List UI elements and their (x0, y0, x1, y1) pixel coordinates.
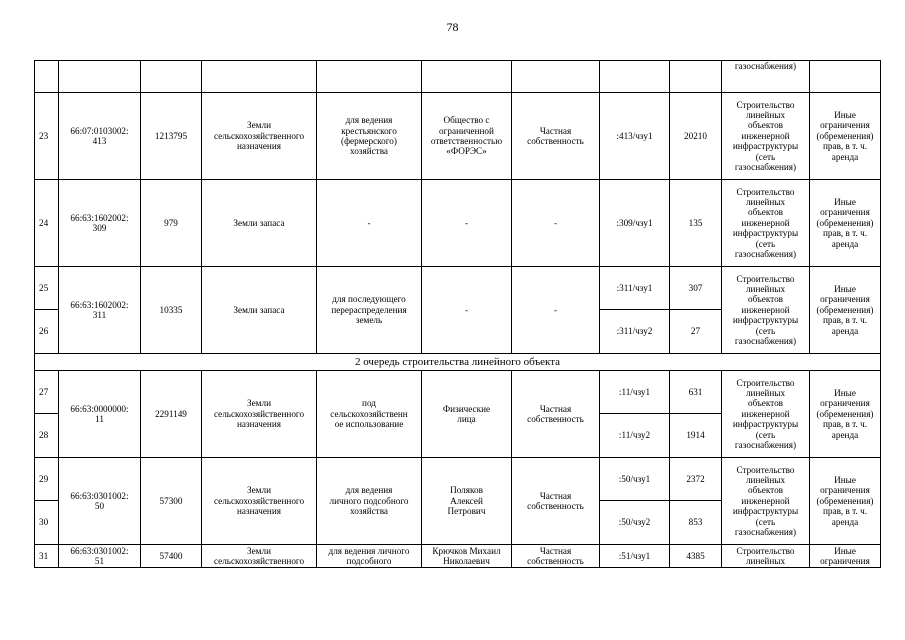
cell-line: аренда (831, 238, 859, 249)
part-area-cell: 27 (670, 310, 722, 354)
restriction-cell (810, 267, 881, 354)
cell-line: прав, в т. ч. (823, 419, 867, 430)
cell-line: ограничения (820, 485, 870, 496)
cell-line: газоснабжения) (734, 527, 797, 538)
cell-line: газоснабжения) (734, 336, 797, 347)
row-number: 28 (35, 414, 59, 458)
land-plots-table (34, 60, 881, 568)
right-type-cell (512, 267, 600, 354)
category-cell (202, 180, 317, 267)
section-title: 2 очередь строительства линейного объекта (35, 354, 881, 371)
section-row (35, 354, 881, 371)
cell-line: инфраструктуры (732, 419, 799, 430)
cell-line: Строительство (736, 545, 795, 556)
part-number-cell: :50/чзу2 (600, 501, 670, 545)
restriction-cell (810, 93, 881, 180)
part-number-cell: :50/чзу1 (600, 458, 670, 501)
cell-line: 66:63:0301002: (70, 490, 129, 501)
restriction-cell (810, 371, 881, 458)
cell-line: назначения (236, 506, 281, 517)
part-area-cell: 853 (670, 501, 722, 545)
cell-line: собственность (527, 501, 584, 511)
row-number: 26 (35, 310, 59, 354)
cell-line: для ведения (345, 115, 393, 126)
cell-line: (сеть (755, 325, 776, 336)
cell-line: - (464, 304, 469, 315)
cell-line: линейных (745, 556, 786, 566)
cell-line: газоснабжения) (734, 440, 797, 451)
cell-line: назначения (236, 141, 281, 152)
cell-line: газоснабжения) (734, 162, 797, 173)
cell-line: для ведения личного (328, 545, 410, 556)
part-number-cell: :51/чзу1 (600, 545, 670, 568)
cell-line: Строительство (736, 273, 795, 284)
cell-line: ограничения (820, 398, 870, 409)
permitted-use-cell (317, 371, 422, 458)
cell-line: Частная (539, 545, 572, 556)
category-cell (202, 371, 317, 458)
owner-cell (422, 458, 512, 545)
cell-line: «ФОРЭС» (446, 146, 487, 157)
cell-line: Частная (539, 490, 572, 501)
cell-line: линейных (745, 387, 786, 398)
cell-line: инженерной (741, 217, 790, 228)
purpose-cell (722, 371, 810, 458)
cell-line: Алексей (450, 495, 483, 506)
page-number: 78 (446, 20, 459, 34)
cell-line: линейных (745, 474, 786, 485)
cell-line: сельскохозяйственного (213, 495, 305, 506)
purpose-cell (722, 93, 810, 180)
cell-line: объектов (747, 294, 784, 305)
part-area-cell: 1914 (670, 414, 722, 458)
cell-line: Петрович (447, 506, 486, 517)
part-area-cell: 2372 (670, 458, 722, 501)
cell-line: объектов (747, 207, 784, 218)
cell-line: объектов (747, 485, 784, 496)
category-cell (202, 458, 317, 545)
cell-line: собственность (527, 414, 584, 424)
cell-line: 51 (94, 556, 105, 566)
cell-line: аренда (831, 516, 859, 527)
cell-line: сельскохозяйственного (213, 130, 305, 141)
cell-line: Земли (247, 120, 271, 131)
row-number: 29 (35, 458, 59, 501)
cell-line: 413 (92, 136, 107, 146)
row-number: 25 (35, 267, 59, 310)
cell-line: ограничения (820, 556, 870, 566)
area-cell: 1213795 (141, 93, 202, 180)
cell-line: инфраструктуры (732, 228, 799, 239)
cell-line: Николаевич (443, 556, 490, 566)
table-row (35, 180, 881, 267)
cell-line: Иные (834, 196, 856, 207)
cell-line: ограниченной (439, 125, 494, 136)
permitted-use-cell (317, 545, 422, 568)
category-cell (202, 93, 317, 180)
table-row (35, 458, 881, 501)
cell-line: Земли запаса (233, 304, 285, 315)
cell-line: (обременения) (816, 495, 874, 506)
cell-line: сельскохозяйственного (213, 556, 305, 566)
purpose-cell (722, 545, 810, 568)
area-cell: 2291149 (141, 371, 202, 458)
cadastral-number-cell (59, 545, 141, 568)
row-number: 23 (35, 93, 59, 180)
table-row (35, 267, 881, 310)
cell-line: для последующего (332, 294, 406, 305)
cell-line: Частная (539, 125, 572, 136)
cell-line: - (553, 217, 558, 228)
cell-line: (обременения) (816, 408, 874, 419)
permitted-use-cell (317, 267, 422, 354)
cell-line: Земли запаса (233, 217, 285, 228)
cell-line: ограничения (820, 294, 870, 305)
purpose-cell: газоснабжения) (722, 61, 810, 93)
cell-line: - (464, 217, 469, 228)
cadastral-number-cell (59, 458, 141, 545)
cell-line: объектов (747, 120, 784, 131)
part-area-cell: 4385 (670, 545, 722, 568)
cell-line: (сеть (755, 151, 776, 162)
cell-line: ограничения (820, 120, 870, 131)
cell-line: линейных (745, 109, 786, 120)
row-number: 30 (35, 501, 59, 545)
part-area-cell: 135 (670, 180, 722, 267)
cell-line: 311 (92, 310, 107, 320)
owner-cell (422, 545, 512, 568)
restriction-cell (810, 458, 881, 545)
right-type-cell (512, 371, 600, 458)
permitted-use-cell (317, 180, 422, 267)
area-cell: 10335 (141, 267, 202, 354)
cell-line: инженерной (741, 495, 790, 506)
cell-line: 309 (92, 223, 107, 233)
cell-line: (сеть (755, 238, 776, 249)
cell-line: крестьянского (341, 125, 397, 136)
cell-line: 66:07:0103002: (70, 125, 129, 136)
right-type-cell (512, 545, 600, 568)
cell-line: 66:63:1602002: (70, 212, 129, 223)
cell-line: Физические (442, 403, 491, 414)
right-type-cell (512, 93, 600, 180)
cell-line: земель (355, 315, 383, 326)
cell-line: линейных (745, 283, 786, 294)
owner-cell (422, 371, 512, 458)
table-row (35, 545, 881, 568)
cell-line: Строительство (736, 99, 795, 110)
cell-line: Земли (247, 545, 271, 556)
cell-line: Крючков Михаил (432, 545, 501, 556)
cell-line: лица (457, 414, 476, 424)
part-number-cell: :311/чзу1 (600, 267, 670, 310)
part-area-cell: 20210 (670, 93, 722, 180)
cell-line: ответственностью (430, 136, 503, 146)
cell-line: (обременения) (816, 130, 874, 141)
table-row (35, 371, 881, 414)
restriction-cell (810, 180, 881, 267)
cell-line: инфраструктуры (732, 315, 799, 326)
cell-line: инженерной (741, 130, 790, 141)
cell-line: 66:63:0000000: (70, 403, 129, 414)
cell-line: прав, в т. ч. (823, 315, 867, 326)
cell-line: Земли (247, 398, 271, 409)
purpose-cell (722, 180, 810, 267)
cell-line: линейных (745, 196, 786, 207)
cell-line: собственность (527, 556, 584, 566)
cell-line: 50 (94, 501, 105, 511)
cell-line: Поляков (450, 485, 483, 496)
cell-line: (сеть (755, 516, 776, 527)
cell-line: Земли (247, 485, 271, 496)
cell-line: аренда (831, 429, 859, 440)
cell-line: - (367, 217, 371, 228)
cell-line: перераспределения (331, 304, 407, 315)
cell-line: инженерной (741, 408, 790, 419)
purpose-cell (722, 458, 810, 545)
cell-line: Иные (834, 109, 856, 120)
purpose-cell (722, 267, 810, 354)
part-number-cell: :311/чзу2 (600, 310, 670, 354)
cell-line: хозяйства (350, 506, 388, 517)
cell-line: прав, в т. ч. (823, 506, 867, 517)
category-cell (202, 545, 317, 568)
cell-line: для ведения (345, 485, 393, 496)
cadastral-number-cell (59, 93, 141, 180)
cell-line: (обременения) (816, 217, 874, 228)
cell-line: 66:63:0301002: (70, 545, 129, 556)
cell-line: Строительство (736, 377, 795, 388)
part-area-cell: 631 (670, 371, 722, 414)
cell-line: аренда (831, 325, 859, 336)
cell-line: ограничения (820, 207, 870, 218)
part-number-cell: :11/чзу1 (600, 371, 670, 414)
cell-line: Иные (834, 545, 856, 556)
cell-line: сельскохозяйственн (330, 408, 408, 419)
right-type-cell (512, 458, 600, 545)
area-cell: 57400 (141, 545, 202, 568)
cell-line: подсобного (346, 556, 392, 566)
row-number: 27 (35, 371, 59, 414)
part-number-cell: :11/чзу2 (600, 414, 670, 458)
cell-line: прав, в т. ч. (823, 141, 867, 152)
owner-cell (422, 267, 512, 354)
cell-line: под (362, 398, 376, 409)
permitted-use-cell (317, 458, 422, 545)
cell-line: Общество с (443, 115, 490, 126)
area-cell: 57300 (141, 458, 202, 545)
cell-line: (сеть (755, 429, 776, 440)
cell-line: собственность (527, 136, 584, 146)
cell-line: личного подсобного (329, 495, 409, 506)
right-type-cell (512, 180, 600, 267)
cell-line: назначения (236, 419, 281, 430)
owner-cell (422, 93, 512, 180)
cell-line: (обременения) (816, 304, 874, 315)
cell-line: - (553, 304, 558, 315)
cell-line: Иные (834, 387, 856, 398)
cell-line: аренда (831, 151, 859, 162)
cell-line: Иные (834, 474, 856, 485)
area-cell: 979 (141, 180, 202, 267)
row-number: 24 (35, 180, 59, 267)
cell-line: Иные (834, 283, 856, 294)
cell-line: Строительство (736, 464, 795, 475)
restriction-cell (810, 545, 881, 568)
owner-cell (422, 180, 512, 267)
cell-line: инфраструктуры (732, 506, 799, 517)
cell-line: ое использование (334, 419, 404, 430)
cell-line: 11 (95, 414, 104, 424)
part-number-cell: :413/чзу1 (600, 93, 670, 180)
part-area-cell: 307 (670, 267, 722, 310)
cell-line: Частная (539, 403, 572, 414)
cell-line: прав, в т. ч. (823, 228, 867, 239)
cell-line: инфраструктуры (732, 141, 799, 152)
cell-line: Строительство (736, 186, 795, 197)
cell-line: объектов (747, 398, 784, 409)
table-row (35, 61, 881, 93)
cell-line: хозяйства (350, 146, 388, 157)
cell-line: сельскохозяйственного (213, 408, 305, 419)
cell-line: (фермерского) (341, 136, 397, 146)
cadastral-number-cell (59, 267, 141, 354)
permitted-use-cell (317, 93, 422, 180)
cadastral-number-cell (59, 180, 141, 267)
cell-line: инженерной (741, 304, 790, 315)
cadastral-number-cell (59, 371, 141, 458)
table-row (35, 93, 881, 180)
cell-line: 66:63:1602002: (70, 299, 129, 310)
category-cell (202, 267, 317, 354)
cell-line: газоснабжения) (734, 249, 797, 260)
row-number: 31 (35, 545, 59, 568)
part-number-cell: :309/чзу1 (600, 180, 670, 267)
